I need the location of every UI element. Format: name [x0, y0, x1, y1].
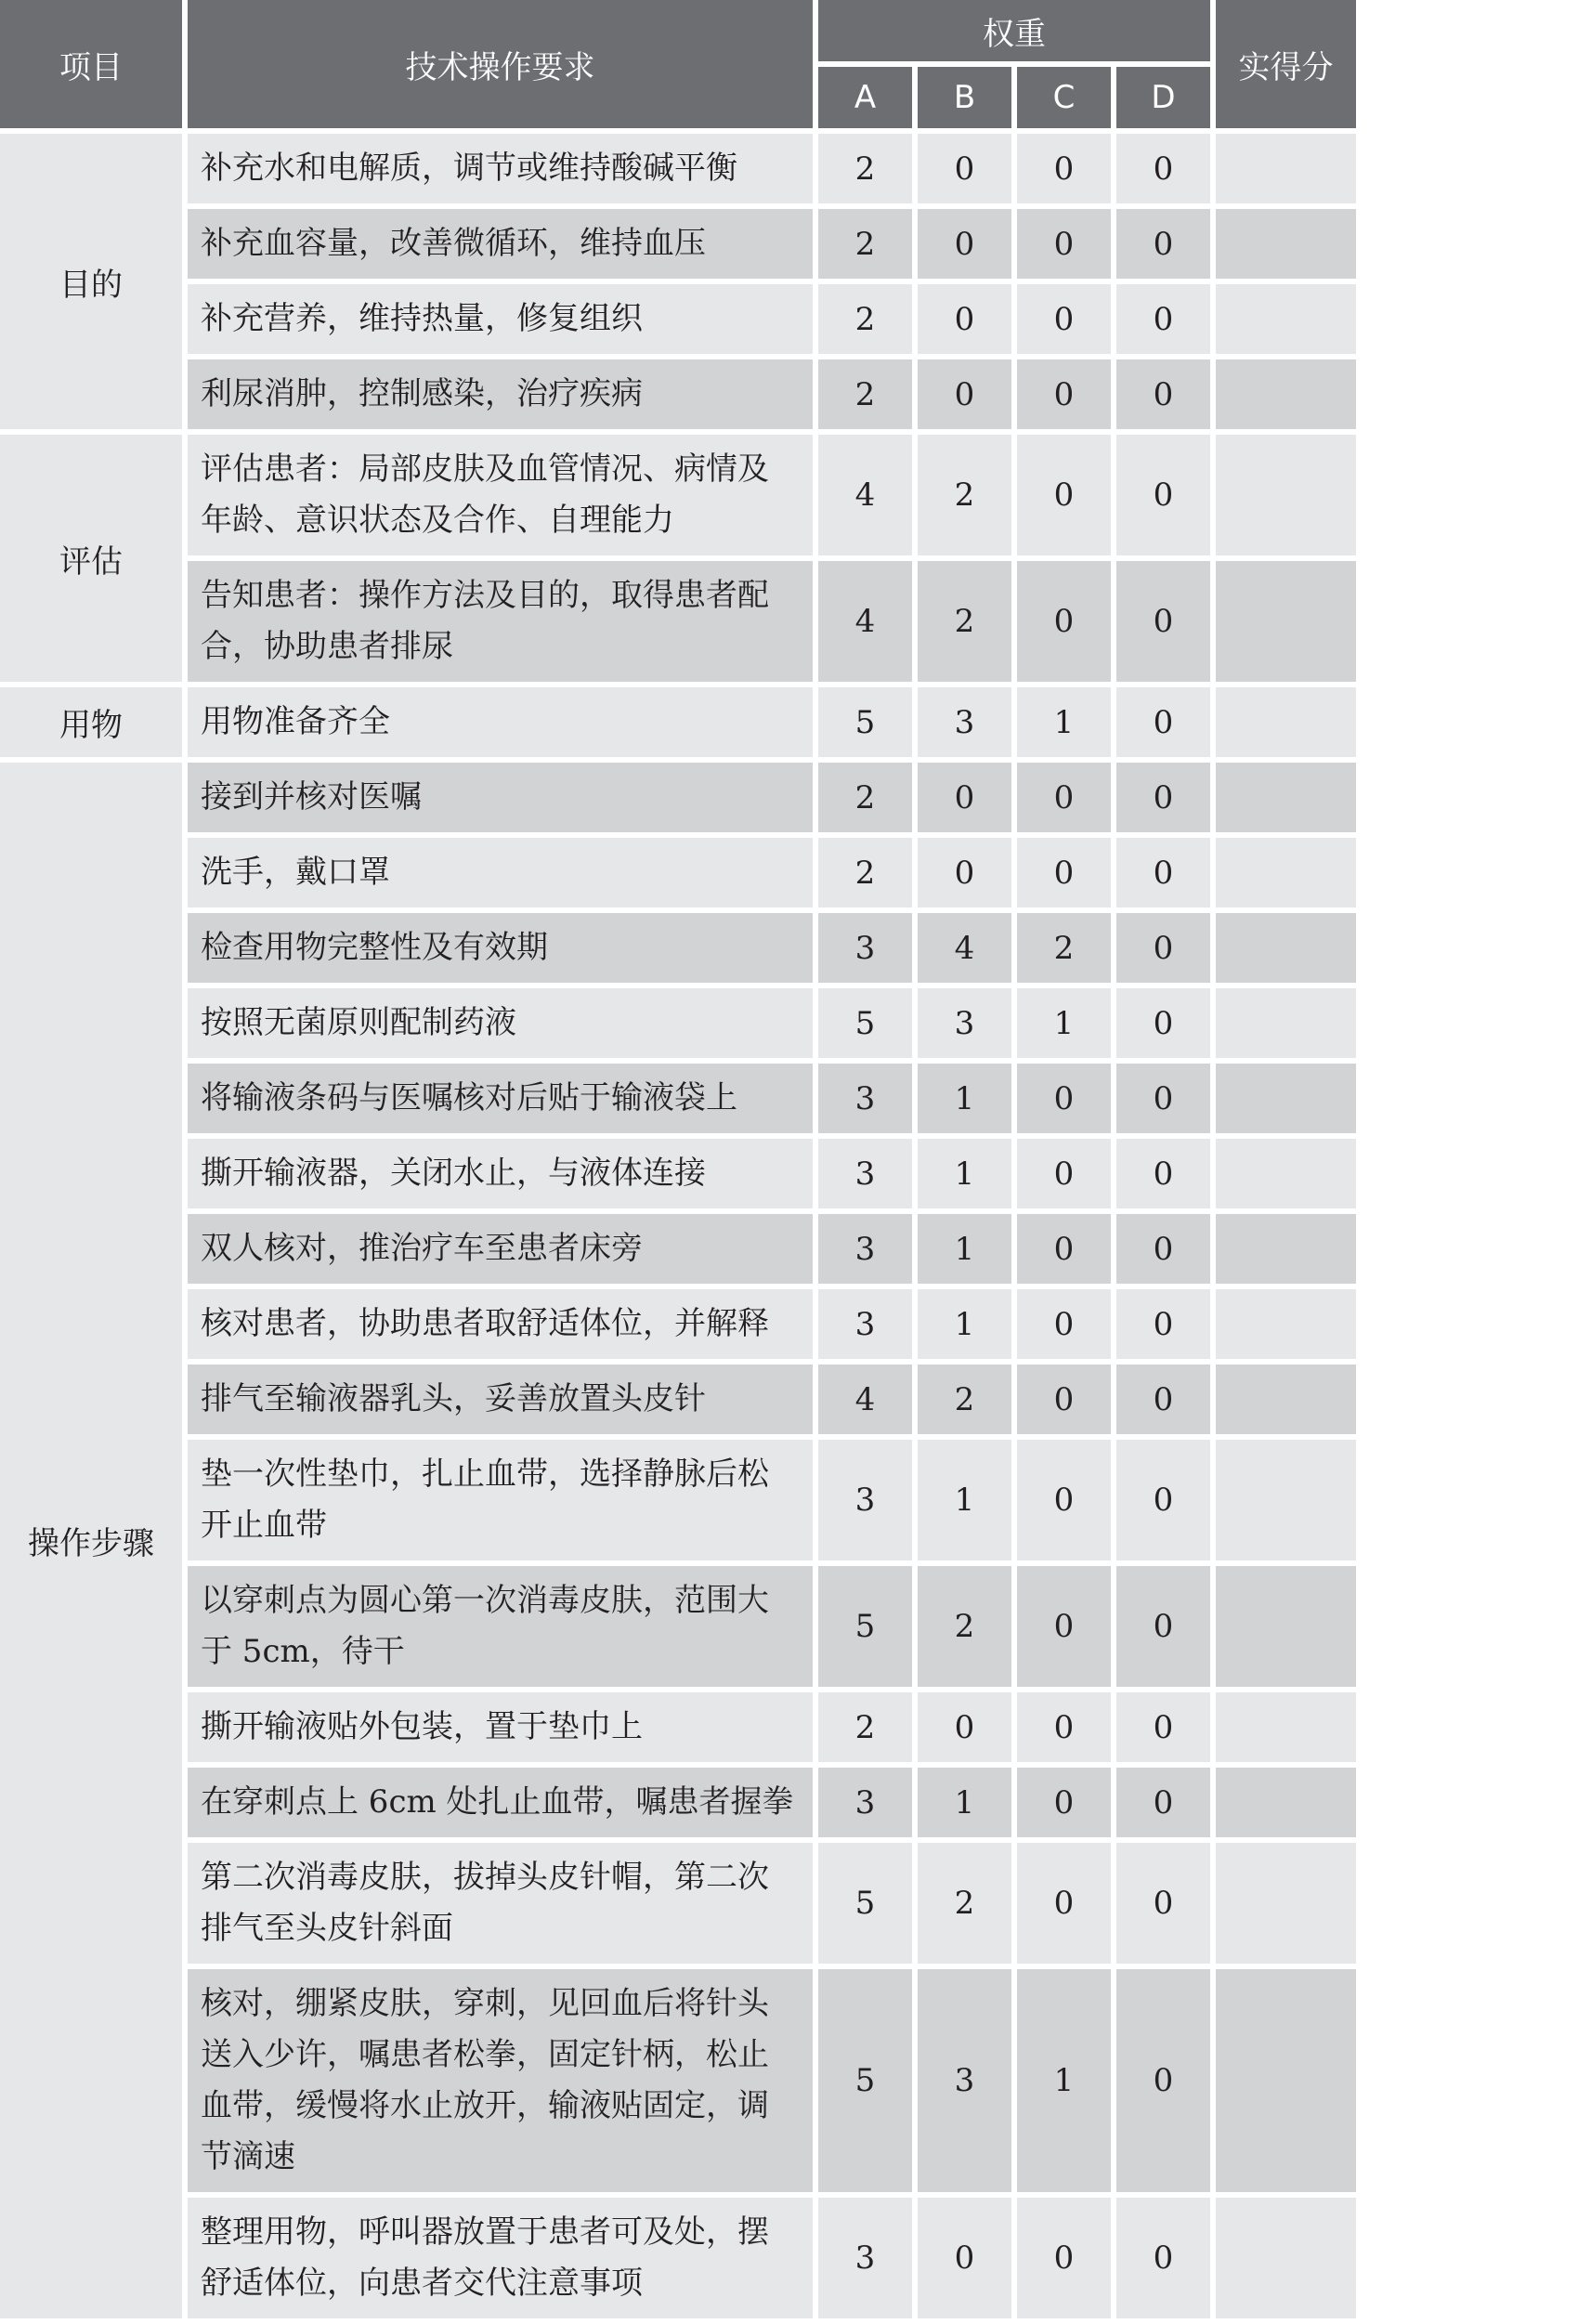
weight-d: 0	[1116, 1364, 1210, 1434]
table-row	[0, 1289, 1356, 1359]
weight-c: 0	[1017, 435, 1111, 555]
requirement-text: 将输液条码与医嘱核对后贴于输液袋上	[188, 1064, 813, 1133]
score-cell[interactable]	[1216, 687, 1356, 757]
table-row	[0, 1064, 1356, 1133]
header-weight: 权重	[818, 0, 1210, 61]
score-cell[interactable]	[1216, 284, 1356, 354]
weight-b: 1	[918, 1440, 1011, 1560]
requirement-text: 检查用物完整性及有效期	[188, 913, 813, 983]
weight-d: 0	[1116, 1214, 1210, 1284]
weight-d: 0	[1116, 2198, 1210, 2318]
score-cell[interactable]	[1216, 1843, 1356, 1964]
score-cell[interactable]	[1216, 763, 1356, 832]
score-cell[interactable]	[1216, 209, 1356, 279]
header-item: 项目	[0, 0, 182, 128]
table-row	[0, 359, 1356, 429]
weight-d: 0	[1116, 561, 1210, 682]
weight-d: 0	[1116, 913, 1210, 983]
weight-d: 0	[1116, 1768, 1210, 1837]
header-grade-a: A	[818, 67, 912, 128]
weight-b: 4	[918, 913, 1011, 983]
requirement-text: 在穿刺点上 6cm 处扎止血带，嘱患者握拳	[188, 1768, 813, 1837]
header-grade-b: B	[918, 67, 1011, 128]
weight-c: 0	[1017, 1440, 1111, 1560]
weight-c: 0	[1017, 359, 1111, 429]
weight-a: 3	[818, 1440, 912, 1560]
weight-d: 0	[1116, 1969, 1210, 2192]
score-cell[interactable]	[1216, 561, 1356, 682]
table-row	[0, 2198, 1356, 2318]
weight-a: 4	[818, 435, 912, 555]
table-row	[0, 1768, 1356, 1837]
requirement-text: 利尿消肿，控制感染，治疗疾病	[188, 359, 813, 429]
weight-b: 2	[918, 1843, 1011, 1964]
score-cell[interactable]	[1216, 1566, 1356, 1687]
requirement-text: 以穿刺点为圆心第一次消毒皮肤，范围大于 5cm，待干	[188, 1566, 813, 1687]
weight-b: 0	[918, 359, 1011, 429]
weight-a: 3	[818, 1768, 912, 1837]
header-score: 实得分	[1216, 0, 1356, 128]
weight-c: 0	[1017, 838, 1111, 907]
requirement-text: 垫一次性垫巾，扎止血带，选择静脉后松开止血带	[188, 1440, 813, 1560]
weight-a: 4	[818, 1364, 912, 1434]
weight-a: 2	[818, 838, 912, 907]
weight-d: 0	[1116, 1692, 1210, 1762]
weight-a: 3	[818, 913, 912, 983]
weight-c: 0	[1017, 1064, 1111, 1133]
table-row	[0, 913, 1356, 983]
weight-c: 0	[1017, 1139, 1111, 1208]
score-cell[interactable]	[1216, 838, 1356, 907]
weight-a: 3	[818, 1214, 912, 1284]
requirement-text: 补充水和电解质，调节或维持酸碱平衡	[188, 134, 813, 203]
weight-a: 3	[818, 1064, 912, 1133]
weight-d: 0	[1116, 1139, 1210, 1208]
score-cell[interactable]	[1216, 1139, 1356, 1208]
weight-b: 3	[918, 1969, 1011, 2192]
header-grade-c: C	[1017, 67, 1111, 128]
weight-d: 0	[1116, 988, 1210, 1058]
weight-b: 1	[918, 1214, 1011, 1284]
requirement-text: 洗手，戴口罩	[188, 838, 813, 907]
weight-a: 3	[818, 2198, 912, 2318]
weight-c: 1	[1017, 687, 1111, 757]
weight-d: 0	[1116, 1843, 1210, 1964]
requirement-text: 评估患者：局部皮肤及血管情况、病情及年龄、意识状态及合作、自理能力	[188, 435, 813, 555]
weight-c: 0	[1017, 1768, 1111, 1837]
requirement-text: 排气至输液器乳头，妥善放置头皮针	[188, 1364, 813, 1434]
weight-c: 0	[1017, 134, 1111, 203]
table-row	[0, 988, 1356, 1058]
weight-b: 0	[918, 284, 1011, 354]
score-cell[interactable]	[1216, 988, 1356, 1058]
weight-d: 0	[1116, 359, 1210, 429]
weight-b: 0	[918, 2198, 1011, 2318]
requirement-text: 用物准备齐全	[188, 687, 813, 757]
table-row	[0, 1692, 1356, 1762]
weight-d: 0	[1116, 1440, 1210, 1560]
weight-a: 5	[818, 1566, 912, 1687]
table-row	[0, 1139, 1356, 1208]
section-label: 目的	[0, 134, 182, 429]
score-cell[interactable]	[1216, 1440, 1356, 1560]
requirement-text: 补充血容量，改善微循环，维持血压	[188, 209, 813, 279]
score-cell[interactable]	[1216, 359, 1356, 429]
weight-a: 2	[818, 359, 912, 429]
weight-c: 0	[1017, 1364, 1111, 1434]
table-row	[0, 1364, 1356, 1434]
weight-a: 4	[818, 561, 912, 682]
weight-d: 0	[1116, 284, 1210, 354]
table-row	[0, 687, 1356, 757]
requirement-text: 核对患者，协助患者取舒适体位，并解释	[188, 1289, 813, 1359]
weight-b: 2	[918, 561, 1011, 682]
weight-a: 2	[818, 209, 912, 279]
weight-b: 0	[918, 209, 1011, 279]
weight-c: 0	[1017, 1214, 1111, 1284]
weight-d: 0	[1116, 687, 1210, 757]
weight-b: 0	[918, 838, 1011, 907]
requirement-text: 接到并核对医嘱	[188, 763, 813, 832]
weight-a: 2	[818, 284, 912, 354]
weight-c: 0	[1017, 763, 1111, 832]
weight-d: 0	[1116, 1566, 1210, 1687]
weight-c: 2	[1017, 913, 1111, 983]
score-cell[interactable]	[1216, 1214, 1356, 1284]
weight-c: 0	[1017, 1843, 1111, 1964]
table-row	[0, 134, 1356, 203]
weight-b: 0	[918, 1692, 1011, 1762]
weight-b: 0	[918, 763, 1011, 832]
weight-d: 0	[1116, 209, 1210, 279]
score-cell[interactable]	[1216, 1692, 1356, 1762]
requirement-text: 告知患者：操作方法及目的，取得患者配合，协助患者排尿	[188, 561, 813, 682]
weight-a: 3	[818, 1139, 912, 1208]
weight-d: 0	[1116, 134, 1210, 203]
weight-c: 1	[1017, 988, 1111, 1058]
requirement-text: 按照无菌原则配制药液	[188, 988, 813, 1058]
weight-c: 0	[1017, 284, 1111, 354]
score-cell[interactable]	[1216, 1364, 1356, 1434]
weight-b: 1	[918, 1289, 1011, 1359]
table-row	[0, 284, 1356, 354]
requirement-text: 撕开输液贴外包装，置于垫巾上	[188, 1692, 813, 1762]
section-label: 操作步骤	[0, 763, 182, 2318]
weight-d: 0	[1116, 1064, 1210, 1133]
table-row	[0, 1440, 1356, 1560]
table-row	[0, 1843, 1356, 1964]
table-row	[0, 1566, 1356, 1687]
table-row	[0, 838, 1356, 907]
weight-a: 3	[818, 1289, 912, 1359]
requirement-text: 撕开输液器，关闭水止，与液体连接	[188, 1139, 813, 1208]
weight-a: 5	[818, 1969, 912, 2192]
weight-a: 5	[818, 1843, 912, 1964]
weight-d: 0	[1116, 838, 1210, 907]
weight-a: 2	[818, 1692, 912, 1762]
header-grade-d: D	[1116, 67, 1210, 128]
weight-d: 0	[1116, 435, 1210, 555]
score-cell[interactable]	[1216, 1768, 1356, 1837]
score-cell[interactable]	[1216, 913, 1356, 983]
weight-c: 1	[1017, 1969, 1111, 2192]
requirement-text: 补充营养，维持热量，修复组织	[188, 284, 813, 354]
table-row	[0, 1214, 1356, 1284]
weight-b: 0	[918, 134, 1011, 203]
weight-b: 2	[918, 435, 1011, 555]
requirement-text: 第二次消毒皮肤，拔掉头皮针帽，第二次排气至头皮针斜面	[188, 1843, 813, 1964]
score-cell[interactable]	[1216, 1064, 1356, 1133]
weight-a: 5	[818, 687, 912, 757]
weight-a: 2	[818, 763, 912, 832]
section-label: 用物	[0, 687, 182, 757]
weight-b: 1	[918, 1064, 1011, 1133]
table-row	[0, 435, 1356, 555]
weight-c: 0	[1017, 1692, 1111, 1762]
section-label: 评估	[0, 435, 182, 682]
table-row	[0, 1969, 1356, 2192]
weight-a: 5	[818, 988, 912, 1058]
weight-b: 3	[918, 988, 1011, 1058]
score-cell[interactable]	[1216, 435, 1356, 555]
weight-c: 0	[1017, 209, 1111, 279]
weight-b: 3	[918, 687, 1011, 757]
weight-d: 0	[1116, 1289, 1210, 1359]
score-cell[interactable]	[1216, 1289, 1356, 1359]
weight-c: 0	[1017, 561, 1111, 682]
weight-c: 0	[1017, 1566, 1111, 1687]
score-cell[interactable]	[1216, 2198, 1356, 2318]
weight-c: 0	[1017, 1289, 1111, 1359]
weight-d: 0	[1116, 763, 1210, 832]
requirement-text: 核对，绷紧皮肤，穿刺，见回血后将针头送入少许，嘱患者松拳，固定针柄，松止血带，缓慢将水止放开，输液贴固定，调节滴速	[188, 1969, 813, 2192]
score-cell[interactable]	[1216, 1969, 1356, 2192]
weight-a: 2	[818, 134, 912, 203]
weight-b: 1	[918, 1768, 1011, 1837]
weight-c: 0	[1017, 2198, 1111, 2318]
requirement-text: 双人核对，推治疗车至患者床旁	[188, 1214, 813, 1284]
header-requirements: 技术操作要求	[188, 0, 813, 128]
table-row	[0, 763, 1356, 832]
table-row	[0, 209, 1356, 279]
score-cell[interactable]	[1216, 134, 1356, 203]
weight-b: 1	[918, 1139, 1011, 1208]
requirement-text: 整理用物，呼叫器放置于患者可及处，摆舒适体位，向患者交代注意事项	[188, 2198, 813, 2318]
weight-b: 2	[918, 1566, 1011, 1687]
table-row	[0, 561, 1356, 682]
weight-b: 2	[918, 1364, 1011, 1434]
table-body	[0, 134, 1356, 2318]
